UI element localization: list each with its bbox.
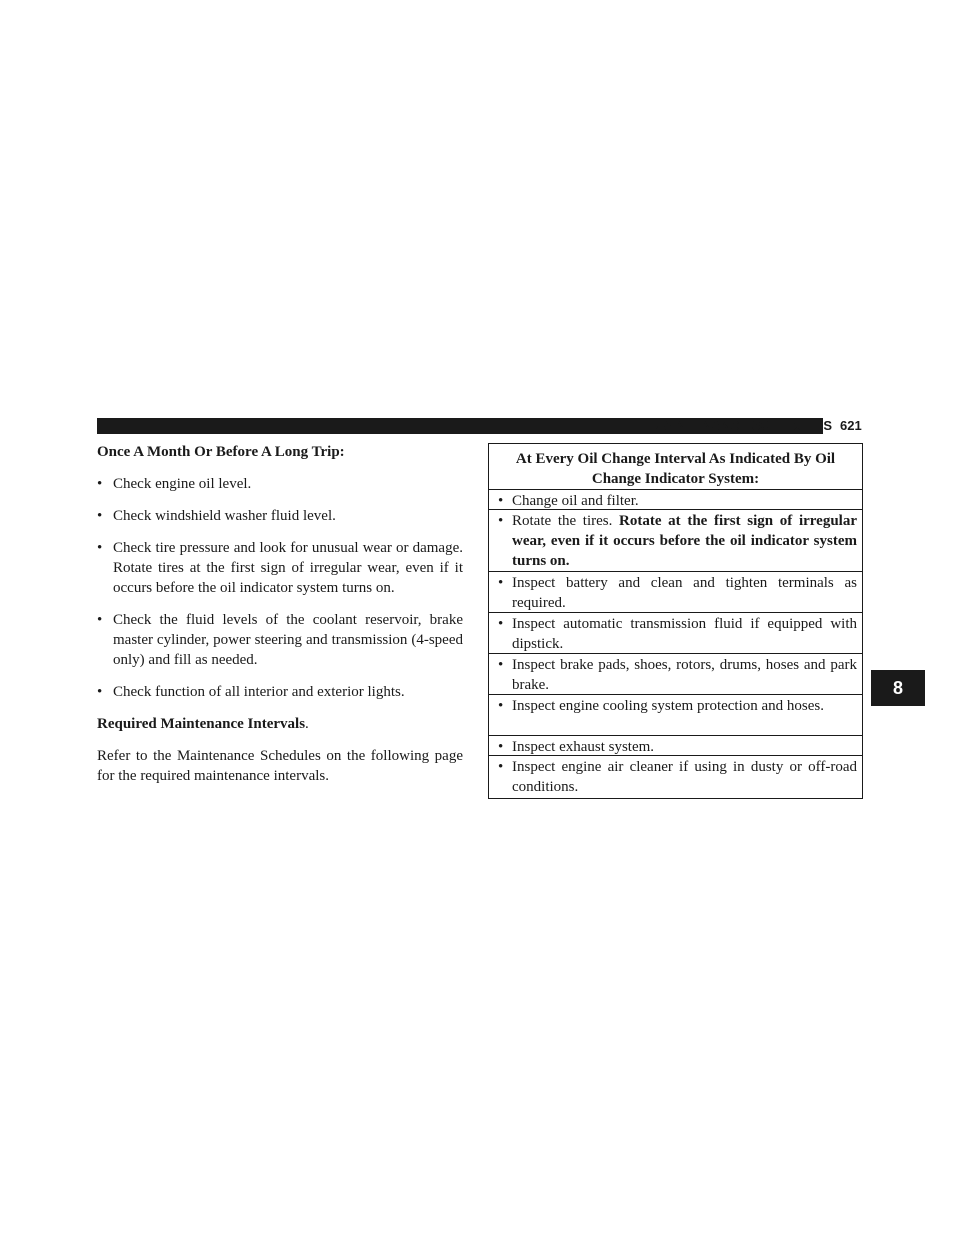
bullet-icon: •: [97, 684, 103, 700]
list-item: • Check tire pressure and look for unusual wear or damage. Rotate tires at the first sign of irregular wear, even if it occurs before the oil indicator system turns on.: [97, 540, 463, 596]
oil-change-schedule-box: [488, 443, 863, 799]
table-row: • Inspect brake pads, shoes, rotors, drums, hoses and park brake.: [489, 654, 862, 695]
page-number: 621: [840, 418, 862, 433]
bullet-icon: •: [498, 513, 504, 529]
bullet-icon: •: [498, 739, 504, 755]
intervals-text: Refer to the Maintenance Schedules on the following page for the required maintenance intervals.: [97, 748, 463, 784]
list-item: • Check engine oil level.: [97, 476, 252, 492]
table-row: • Inspect engine cooling system protection and hoses.: [489, 695, 862, 736]
monthly-check-list: [97, 474, 463, 702]
bullet-icon: •: [498, 698, 504, 714]
bullet-icon: •: [97, 508, 103, 524]
bullet-icon: •: [97, 612, 103, 628]
bullet-icon: •: [498, 657, 504, 673]
intervals-heading: Required Maintenance Intervals.: [97, 716, 309, 732]
bullet-icon: •: [498, 493, 504, 509]
table-row: • Inspect engine air cleaner if using in dusty or off-road conditions.: [498, 759, 857, 795]
table-row: • Inspect exhaust system.: [489, 736, 862, 756]
list-item: • Check the fluid levels of the coolant reservoir, brake master cylinder, power steering and transmission (4-speed only) and fill as needed.: [97, 612, 463, 668]
list-item: • Check function of all interior and exterior lights.: [97, 684, 405, 700]
table-row: • Inspect battery and clean and tighten terminals as required.: [489, 572, 862, 613]
monthly-check-heading: Once A Month Or Before A Long Trip:: [97, 444, 345, 460]
bullet-icon: •: [498, 575, 504, 591]
schedule-title: At Every Oil Change Interval As Indicated By Oil Change Indicator System:: [489, 444, 862, 490]
bullet-icon: •: [97, 476, 103, 492]
bullet-icon: •: [97, 540, 103, 556]
list-item: • Check windshield washer fluid level.: [97, 508, 336, 524]
table-row: • Change oil and filter.: [489, 490, 862, 510]
table-row: • Inspect automatic transmission fluid if equipped with dipstick.: [489, 613, 862, 654]
left-column: [97, 442, 463, 786]
bullet-icon: •: [498, 616, 504, 632]
chapter-tab: 8: [871, 670, 925, 706]
bullet-icon: •: [498, 759, 504, 775]
table-row: • Rotate the tires. Rotate at the first sign of irregular wear, even if it occurs before the oil indicator system turns on.: [489, 510, 862, 572]
